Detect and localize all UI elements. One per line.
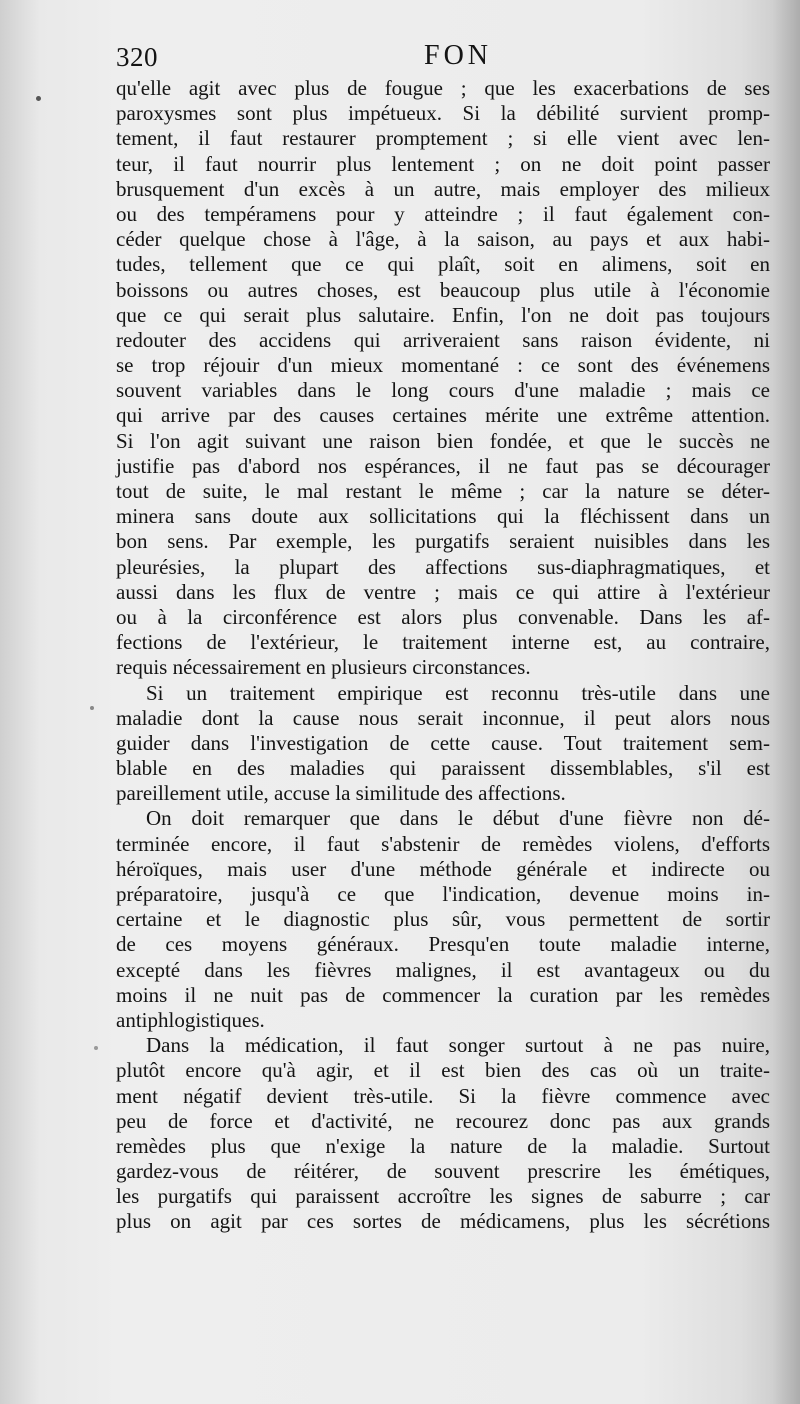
text-line: Dans la médication, il faut songer surtout à ne pas nuire, (146, 1033, 770, 1058)
text-line: peu de force et d'activité, ne recourez donc pas aux grands (116, 1108, 770, 1133)
text-line: bon sens. Par exemple, les purgatifs seraient nuisibles dans les (116, 529, 770, 554)
text-line: justifie pas d'abord nos espérances, il ne faut pas se décourager (116, 453, 770, 478)
text-line: ou à la circonférence est alors plus convenable. Dans les af- (116, 604, 770, 629)
text-line: pareillement utile, accuse la similitude des affections. (116, 781, 566, 806)
text-line: minera sans doute aux sollicitations qui la fléchissent dans un (116, 504, 770, 529)
text-line: qu'elle agit avec plus de fougue ; que les exacerbations de ses (116, 76, 770, 100)
ink-speck (36, 96, 41, 101)
text-line: se trop réjouir d'un mieux momentané : ce sont des événemens (116, 353, 770, 378)
text-line: Si un traitement empirique est reconnu très-utile dans une (146, 680, 770, 705)
text-line: qui arrive par des causes certaines mérite une extrême attention. (116, 403, 770, 428)
ink-speck (94, 1046, 98, 1050)
running-title: FON (424, 40, 493, 71)
text-line: fections de l'extérieur, le traitement interne est, au contraire, (116, 630, 770, 655)
text-line: brusquement d'un excès à un autre, mais employer des milieux (116, 176, 770, 201)
text-line: tudes, tellement que ce qui plaît, soit en alimens, soit en (116, 252, 770, 277)
text-line: préparatoire, jusqu'à ce que l'indication, devenue moins in- (116, 882, 770, 906)
text-line: excepté dans les fièvres malignes, il est avantageux ou du (116, 957, 770, 982)
text-line: requis nécessairement en plusieurs circonstances. (116, 655, 531, 680)
text-line: héroïques, mais user d'une méthode générale et indirecte ou (116, 856, 770, 881)
text-line: tout de suite, le mal restant le même ; car la nature se déter- (116, 479, 770, 503)
text-line: guider dans l'investigation de cette cause. Tout traitement sem- (116, 730, 770, 755)
text-line: paroxysmes sont plus impétueux. Si la débilité survient promp- (116, 101, 770, 126)
text-line: certaine et le diagnostic plus sûr, vous permettent de sortir (116, 907, 770, 932)
text-line: tement, il faut restaurer promptement ; si elle vient avec len- (116, 126, 770, 151)
text-line: maladie dont la cause nous serait inconnue, il peut alors nous (116, 705, 770, 730)
text-line: On doit remarquer que dans le début d'une fièvre non dé- (146, 806, 770, 831)
text-line: aussi dans les flux de ventre ; mais ce qui attire à l'extérieur (116, 579, 770, 604)
text-line: pleurésies, la plupart des affections sus-diaphragmatiques, et (116, 554, 770, 579)
text-line: de ces moyens généraux. Presqu'en toute maladie interne, (116, 932, 770, 957)
text-line: boissons ou autres choses, est beaucoup plus utile à l'économie (116, 277, 770, 302)
text-line: ment négatif devient très-utile. Si la fièvre commence avec (116, 1083, 770, 1108)
text-line: plus on agit par ces sortes de médicamens, plus les sécrétions (116, 1209, 770, 1234)
ink-speck (90, 706, 94, 710)
text-line: les purgatifs qui paraissent accroître les signes de saburre ; car (116, 1184, 770, 1209)
text-line: Si l'on agit suivant une raison bien fondée, et que le succès ne (116, 428, 770, 453)
body-text (116, 76, 770, 1235)
text-line: gardez-vous de réitérer, de souvent prescrire les émétiques, (116, 1159, 770, 1184)
page-edge-shadow (772, 0, 800, 1404)
text-line: souvent variables dans le long cours d'une maladie ; mais ce (116, 378, 770, 403)
text-line: terminée encore, il faut s'abstenir de remèdes violens, d'efforts (116, 831, 770, 856)
text-line: redouter des accidens qui arriveraient sans raison évidente, ni (116, 327, 770, 352)
text-line: remèdes plus que n'exige la nature de la maladie. Surtout (116, 1133, 770, 1158)
text-line: céder quelque chose à l'âge, à la saison, au pays et aux habi- (116, 227, 770, 252)
text-line: ou des tempéramens pour y atteindre ; il faut également con- (116, 201, 770, 226)
page-number: 320 (116, 42, 158, 72)
text-line: que ce qui serait plus salutaire. Enfin, l'on ne doit pas toujours (116, 302, 770, 327)
text-line: teur, il faut nourrir plus lentement ; on ne doit point passer (116, 151, 770, 176)
text-line: plutôt encore qu'à agir, et il est bien des cas où un traite- (116, 1058, 770, 1083)
running-head (110, 38, 770, 74)
text-line: antiphlogistiques. (116, 1007, 265, 1032)
text-line: blable en des maladies qui paraissent dissemblables, s'il est (116, 756, 770, 781)
text-line: moins il ne nuit pas de commencer la curation par les remèdes (116, 982, 770, 1007)
